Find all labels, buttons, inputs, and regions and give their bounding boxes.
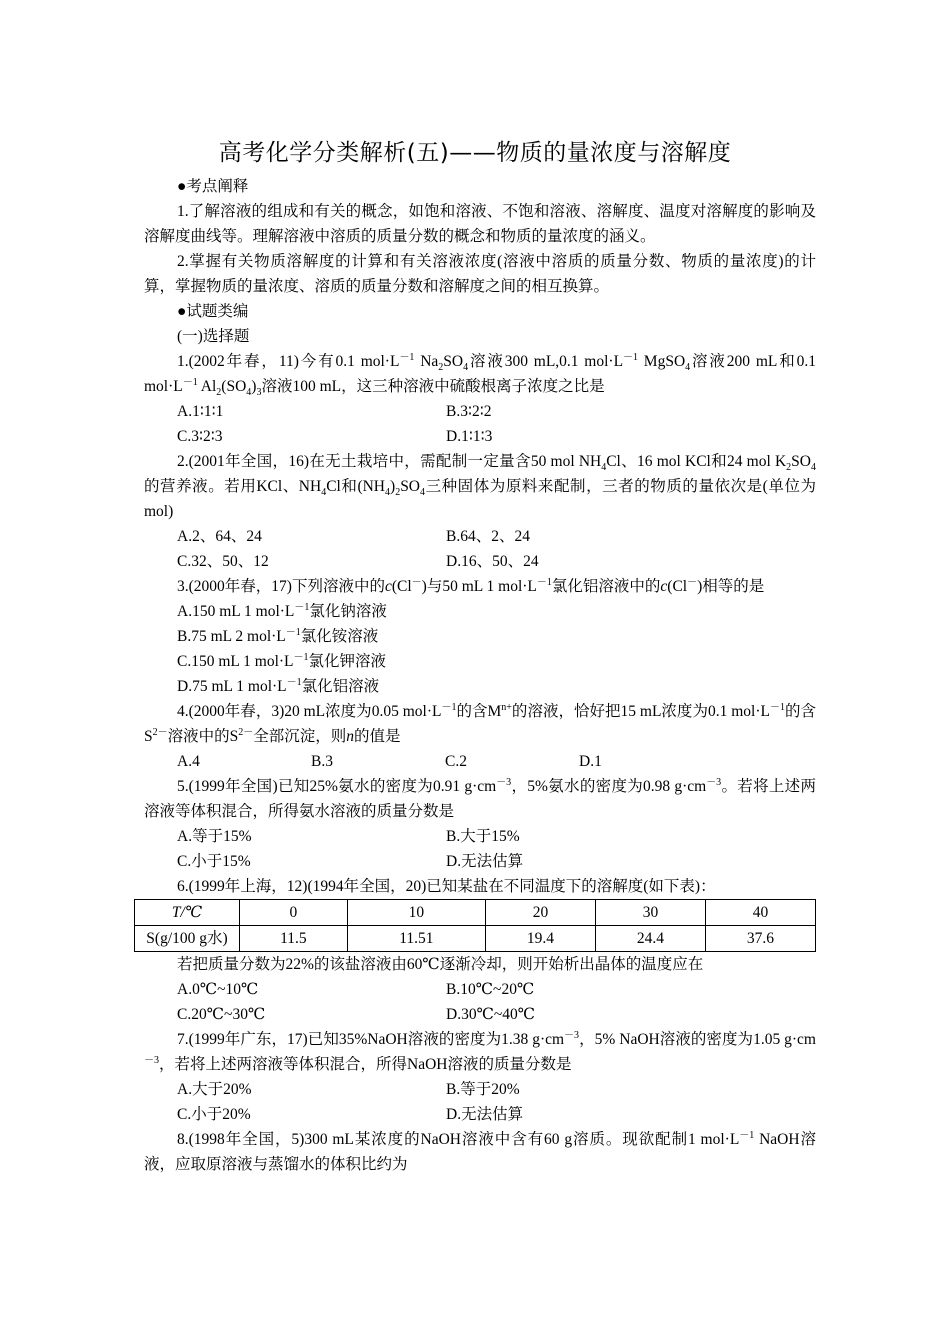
question-3: 3.(2000年春，17)下列溶液中的c(Cl－)与50 mL 1 $mol\cdot L^{-1}$氯化铝溶液中的c(Cl－)相等的是 xyxy=(177,576,765,595)
options-row xyxy=(144,399,816,424)
option-b: B.3 xyxy=(311,753,333,770)
paragraph: 2.掌握有关物质溶解度的计算和有关溶液浓度(溶液中溶质的质量分数、物质的量浓度)的计算，掌握物质的量浓度、溶质的质量分数和溶解度之间的相互换算。 xyxy=(144,253,816,295)
question-6-continued: 若把质量分数为22%的该盐溶液由60℃逐渐冷却，则开始析出晶体的温度应在 xyxy=(177,956,704,973)
table-cell: 10 xyxy=(347,900,485,926)
option-b: B.3∶2∶2 xyxy=(446,403,492,420)
option-d: D.无法估算 xyxy=(446,853,524,870)
options-row xyxy=(144,824,816,849)
option-b: B.75 mL 2 $mol\cdot L^{-1}$氯化铵溶液 xyxy=(177,626,379,645)
table-row xyxy=(135,900,816,926)
option-a: A.150 mL 1 $mol\cdot L^{-1}$氯化钠溶液 xyxy=(177,601,387,620)
table-cell: 20 xyxy=(485,900,595,926)
option-a: A.等于15% xyxy=(177,828,252,845)
section-heading: ●试题类编 xyxy=(177,303,249,320)
table-cell: 30 xyxy=(595,900,705,926)
subsection-heading: (一)选择题 xyxy=(177,328,250,345)
options-row xyxy=(144,1002,816,1027)
question-7: 7.(1999年广东，17)已知35%NaOH溶液的密度为1.38 $g\cdot cm^{-3}$，5% NaOH溶液的密度为1.05 $g\cdot cm^{-3}$，若将上述两溶液等体积混合，所得NaOH溶液的质量分数是 xyxy=(144,1029,816,1073)
question-6: 6.(1999年上海，12)(1994年全国，20)已知某盐在不同温度下的溶解度(如下表)： xyxy=(177,878,716,895)
option-c: C.小于15% xyxy=(177,853,251,870)
option-d: D.30℃~40℃ xyxy=(446,1006,536,1023)
table-header-cell: S(g/100 g水) xyxy=(135,926,240,952)
option-a: A.2、64、24 xyxy=(177,528,262,545)
options-row xyxy=(144,1077,816,1102)
option-d: D.无法估算 xyxy=(446,1106,524,1123)
option-b: B.10℃~20℃ xyxy=(446,981,535,998)
option-a: A.1∶1∶1 xyxy=(177,403,224,420)
options-row xyxy=(144,424,816,449)
page-title: 高考化学分类解析(五)——物质的量浓度与溶解度 xyxy=(218,140,732,166)
option-d: D.1∶1∶3 xyxy=(446,428,493,445)
option-d: D.1 xyxy=(579,753,602,770)
table-cell: 0 xyxy=(240,900,348,926)
options-row xyxy=(144,749,816,774)
table-cell: 11.51 xyxy=(347,926,485,952)
options-row xyxy=(144,524,816,549)
options-row xyxy=(144,1102,816,1127)
options-row xyxy=(144,549,816,574)
option-c: C.20℃~30℃ xyxy=(177,1006,266,1023)
question-8: 8.(1998年全国，5)300 mL某浓度的NaOH溶液中含有60 g溶质。现欲配制1 $mol\cdot L^{-1}$ NaOH溶液，应取原溶液与蒸馏水的体积比约为 xyxy=(144,1129,816,1173)
table-cell: 40 xyxy=(705,900,815,926)
question-5: 5.(1999年全国)已知25%氨水的密度为0.91 $g\cdot cm^{-3}$，5%氨水的密度为0.98 $g\cdot cm^{-3}$。若将上述两溶液等体积混合，所得氨水溶液的质量分数是 xyxy=(144,776,816,820)
option-c: C.150 mL 1 $mol\cdot L^{-1}$氯化钾溶液 xyxy=(177,651,387,670)
table-row xyxy=(135,926,816,952)
option-c: C.32、50、12 xyxy=(177,553,269,570)
option-d: D.16、50、24 xyxy=(446,553,539,570)
question-4: 4.(2000年春，3)20 mL浓度为0.05 $mol\cdot L^{-1}$的含$M^{n+}$的溶液，恰好把15 mL浓度为0.1 $mol\cdot L^{-1}$的含$S^{2-}$溶液中的$S^{2-}$全部沉淀，则n的值是 xyxy=(144,701,816,745)
table-header-cell: T/℃ xyxy=(135,900,240,926)
options-row xyxy=(144,849,816,874)
option-b: B.64、2、24 xyxy=(446,528,530,545)
options-row xyxy=(144,977,816,1002)
option-c: C.2 xyxy=(445,753,467,770)
option-b: B.大于15% xyxy=(446,828,520,845)
table-cell: 19.4 xyxy=(485,926,595,952)
table-cell: 11.5 xyxy=(240,926,348,952)
option-c: C.小于20% xyxy=(177,1106,251,1123)
option-d: D.75 mL 1 $mol\cdot L^{-1}$氯化铝溶液 xyxy=(177,676,380,695)
table-cell: 37.6 xyxy=(705,926,815,952)
solubility-table xyxy=(134,899,816,952)
option-b: B.等于20% xyxy=(446,1081,520,1098)
section-heading: ●考点阐释 xyxy=(177,178,249,195)
table-cell: 24.4 xyxy=(595,926,705,952)
option-a: A.0℃~10℃ xyxy=(177,981,259,998)
document-body xyxy=(144,174,816,1177)
option-c: C.3∶2∶3 xyxy=(177,428,223,445)
option-a: A.4 xyxy=(177,753,200,770)
paragraph: 1.了解溶液的组成和有关的概念，如饱和溶液、不饱和溶液、溶解度、温度对溶解度的影响及溶解度曲线等。理解溶液中溶质的质量分数的概念和物质的量浓度的涵义。 xyxy=(144,203,816,245)
option-a: A.大于20% xyxy=(177,1081,252,1098)
question-2: 2.(2001年全国，16)在无土栽培中，需配制一定量含50 mol $NH_4Cl$、16 mol KCl和24 mol $K_2SO_4$的营养液。若用KCl、$NH_4Cl$和$(NH_4)_2SO_4$三种固体为原料来配制，三者的物质的量依次是(单位为mol) xyxy=(144,453,816,520)
question-1: 1.(2002年春，11)今有0.1 $mol\cdot L^{-1}$ $Na_2SO_4$溶液300 mL,0.1 $mol\cdot L^{-1}$ MgSO$_4$溶液200 mL和0.1 $mol\cdot L^{-1}$ $Al_2(SO_4)_3$溶液100 mL，这三种溶液中硫酸根离子浓度之比是 xyxy=(144,351,816,399)
